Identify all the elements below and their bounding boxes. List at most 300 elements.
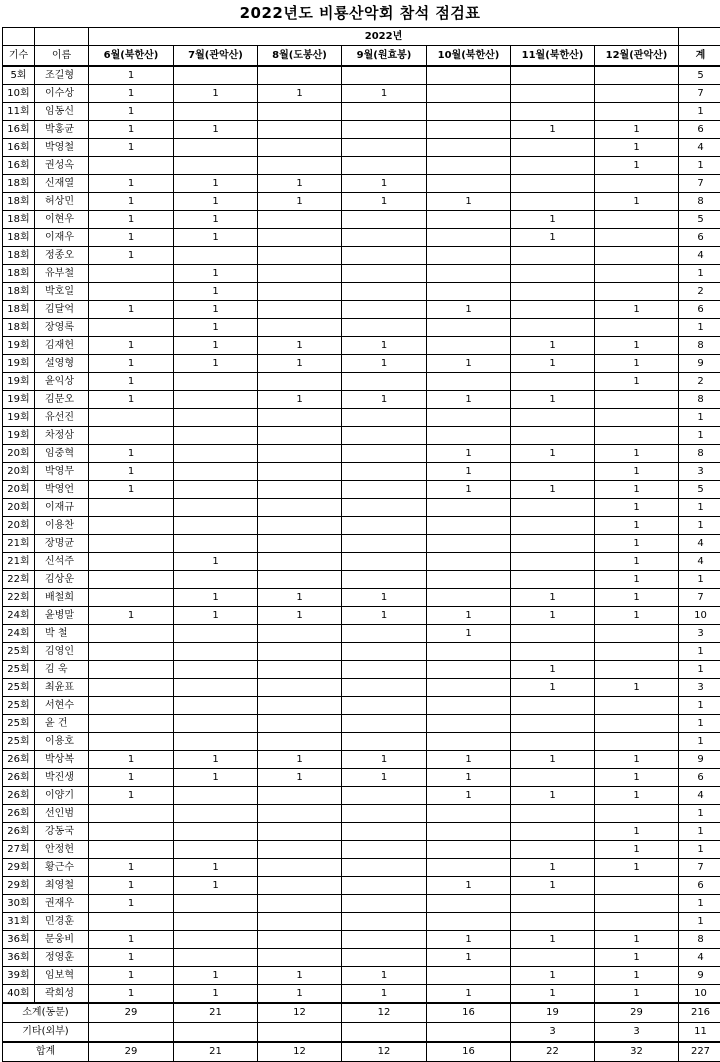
name-cell: 김 욱	[35, 661, 89, 679]
attendance-cell	[427, 337, 511, 355]
row-total-cell: 7	[679, 85, 720, 103]
attendance-cell: 1	[511, 967, 595, 985]
attendance-cell	[427, 859, 511, 877]
row-total-cell: 1	[679, 643, 720, 661]
attendance-cell	[342, 157, 427, 175]
name-cell: 허상민	[35, 193, 89, 211]
gisu-cell: 19회	[3, 373, 35, 391]
gisu-cell: 20회	[3, 481, 35, 499]
gisu-cell: 30회	[3, 895, 35, 913]
attendance-cell: 1	[595, 967, 679, 985]
row-total-cell: 5	[679, 211, 720, 229]
attendance-cell	[258, 157, 342, 175]
attendance-cell	[174, 679, 258, 697]
gisu-cell: 20회	[3, 517, 35, 535]
attendance-cell	[427, 535, 511, 553]
name-cell: 문웅비	[35, 931, 89, 949]
attendance-cell	[258, 247, 342, 265]
attendance-cell	[174, 445, 258, 463]
attendance-cell	[342, 121, 427, 139]
gisu-cell: 18회	[3, 319, 35, 337]
attendance-cell	[511, 319, 595, 337]
gisu-cell: 18회	[3, 193, 35, 211]
attendance-cell: 1	[258, 751, 342, 769]
table-row	[3, 337, 720, 355]
attendance-cell	[595, 715, 679, 733]
row-total-cell: 8	[679, 931, 720, 949]
row-total-cell: 1	[679, 157, 720, 175]
attendance-cell: 1	[595, 463, 679, 481]
attendance-cell	[595, 229, 679, 247]
subtotal-cell: 16	[427, 1003, 511, 1023]
attendance-cell	[174, 517, 258, 535]
attendance-cell	[427, 715, 511, 733]
attendance-cell	[342, 445, 427, 463]
name-cell: 김문오	[35, 391, 89, 409]
attendance-cell	[595, 265, 679, 283]
gisu-cell: 24회	[3, 607, 35, 625]
table-row	[3, 913, 720, 931]
attendance-cell	[595, 805, 679, 823]
attendance-cell: 1	[595, 157, 679, 175]
attendance-cell	[511, 823, 595, 841]
other-cell: 3	[595, 1023, 679, 1043]
attendance-cell	[427, 427, 511, 445]
subtotal-cell: 12	[342, 1003, 427, 1023]
gisu-cell: 39회	[3, 967, 35, 985]
month-header: 12월(관악산)	[595, 46, 679, 67]
attendance-cell: 1	[89, 373, 174, 391]
attendance-cell	[342, 283, 427, 301]
attendance-cell	[511, 373, 595, 391]
table-row	[3, 355, 720, 373]
attendance-cell: 1	[174, 301, 258, 319]
attendance-cell	[427, 247, 511, 265]
attendance-cell: 1	[595, 841, 679, 859]
table-row	[3, 877, 720, 895]
attendance-cell: 1	[427, 931, 511, 949]
attendance-cell: 1	[595, 607, 679, 625]
name-cell: 박영무	[35, 463, 89, 481]
attendance-cell	[342, 265, 427, 283]
row-total-cell: 9	[679, 751, 720, 769]
name-cell: 권성옥	[35, 157, 89, 175]
attendance-cell	[342, 787, 427, 805]
attendance-cell	[342, 103, 427, 121]
attendance-cell: 1	[174, 193, 258, 211]
attendance-cell	[342, 373, 427, 391]
attendance-cell: 1	[427, 301, 511, 319]
gisu-cell: 18회	[3, 247, 35, 265]
attendance-cell	[89, 265, 174, 283]
name-cell: 신석주	[35, 553, 89, 571]
attendance-cell	[511, 625, 595, 643]
attendance-cell	[511, 517, 595, 535]
gisu-cell: 16회	[3, 139, 35, 157]
attendance-cell	[89, 535, 174, 553]
attendance-cell: 1	[595, 139, 679, 157]
row-total-cell: 1	[679, 409, 720, 427]
name-cell: 배철희	[35, 589, 89, 607]
attendance-cell: 1	[595, 355, 679, 373]
table-row	[3, 445, 720, 463]
attendance-cell	[511, 175, 595, 193]
attendance-cell	[595, 66, 679, 85]
table-row	[3, 139, 720, 157]
row-total-cell: 3	[679, 463, 720, 481]
attendance-cell	[342, 625, 427, 643]
attendance-cell: 1	[427, 751, 511, 769]
attendance-cell	[511, 409, 595, 427]
row-total-cell: 6	[679, 877, 720, 895]
name-cell: 장명균	[35, 535, 89, 553]
attendance-cell: 1	[511, 391, 595, 409]
attendance-cell: 1	[89, 337, 174, 355]
table-row	[3, 589, 720, 607]
month-header: 8월(도봉산)	[258, 46, 342, 67]
attendance-cell: 1	[427, 949, 511, 967]
row-total-cell: 4	[679, 787, 720, 805]
gisu-cell: 18회	[3, 283, 35, 301]
table-row	[3, 697, 720, 715]
attendance-cell: 1	[511, 481, 595, 499]
attendance-cell	[89, 571, 174, 589]
name-cell: 임중혁	[35, 445, 89, 463]
row-total-cell: 8	[679, 445, 720, 463]
attendance-cell	[89, 733, 174, 751]
row-total-cell: 1	[679, 517, 720, 535]
attendance-cell: 1	[174, 85, 258, 103]
table-row	[3, 805, 720, 823]
row-total-cell: 7	[679, 175, 720, 193]
attendance-cell: 1	[258, 985, 342, 1004]
row-total-cell: 1	[679, 841, 720, 859]
attendance-cell: 1	[174, 211, 258, 229]
attendance-cell: 1	[595, 859, 679, 877]
attendance-table	[2, 27, 720, 1062]
attendance-cell: 1	[342, 751, 427, 769]
name-cell: 최영철	[35, 877, 89, 895]
attendance-cell	[342, 805, 427, 823]
attendance-cell	[427, 571, 511, 589]
attendance-cell	[258, 643, 342, 661]
attendance-cell	[174, 715, 258, 733]
gisu-cell: 18회	[3, 265, 35, 283]
gisu-cell: 26회	[3, 805, 35, 823]
gisu-cell: 19회	[3, 427, 35, 445]
attendance-cell	[258, 679, 342, 697]
attendance-cell	[89, 823, 174, 841]
gisu-cell: 26회	[3, 823, 35, 841]
name-cell: 박홍균	[35, 121, 89, 139]
name-cell: 윤 건	[35, 715, 89, 733]
attendance-cell	[89, 499, 174, 517]
attendance-cell	[427, 265, 511, 283]
attendance-cell: 1	[511, 445, 595, 463]
attendance-cell: 1	[89, 229, 174, 247]
attendance-cell	[595, 211, 679, 229]
attendance-cell	[511, 841, 595, 859]
attendance-cell	[427, 211, 511, 229]
attendance-cell	[258, 319, 342, 337]
name-cell: 이양기	[35, 787, 89, 805]
name-cell: 이수상	[35, 85, 89, 103]
attendance-cell: 1	[174, 283, 258, 301]
attendance-cell: 1	[342, 607, 427, 625]
gisu-cell: 36회	[3, 949, 35, 967]
table-row	[3, 517, 720, 535]
attendance-cell	[174, 823, 258, 841]
name-cell: 선인범	[35, 805, 89, 823]
attendance-cell	[511, 733, 595, 751]
gisu-cell: 18회	[3, 211, 35, 229]
attendance-cell	[595, 877, 679, 895]
table-row	[3, 625, 720, 643]
attendance-cell: 1	[89, 481, 174, 499]
attendance-cell	[511, 553, 595, 571]
attendance-cell: 1	[342, 769, 427, 787]
gisu-cell: 25회	[3, 643, 35, 661]
attendance-cell	[342, 535, 427, 553]
attendance-cell	[89, 283, 174, 301]
name-cell: 박상복	[35, 751, 89, 769]
attendance-cell: 1	[174, 229, 258, 247]
month-header: 10월(북한산)	[427, 46, 511, 67]
attendance-cell	[427, 319, 511, 337]
attendance-cell: 1	[89, 211, 174, 229]
row-total-cell: 3	[679, 679, 720, 697]
name-cell: 박호일	[35, 283, 89, 301]
attendance-cell	[89, 805, 174, 823]
table-row	[3, 553, 720, 571]
row-total-cell: 8	[679, 391, 720, 409]
row-total-cell: 1	[679, 427, 720, 445]
attendance-cell	[258, 211, 342, 229]
attendance-cell: 1	[174, 769, 258, 787]
attendance-cell	[595, 319, 679, 337]
attendance-cell: 1	[427, 625, 511, 643]
row-total-cell: 1	[679, 895, 720, 913]
attendance-cell	[258, 445, 342, 463]
gisu-cell: 40회	[3, 985, 35, 1004]
attendance-cell	[174, 643, 258, 661]
grand-total-cell: 21	[174, 1042, 258, 1062]
attendance-cell	[258, 625, 342, 643]
attendance-cell	[511, 247, 595, 265]
gisu-cell: 18회	[3, 175, 35, 193]
table-row	[3, 823, 720, 841]
attendance-cell: 1	[511, 931, 595, 949]
attendance-cell: 1	[258, 337, 342, 355]
attendance-cell: 1	[595, 787, 679, 805]
attendance-cell	[511, 66, 595, 85]
attendance-cell: 1	[595, 193, 679, 211]
attendance-cell	[342, 715, 427, 733]
grand-total-total: 227	[679, 1042, 720, 1062]
attendance-cell: 1	[89, 391, 174, 409]
row-total-cell: 1	[679, 715, 720, 733]
attendance-cell	[595, 103, 679, 121]
attendance-cell	[427, 895, 511, 913]
attendance-cell	[342, 319, 427, 337]
attendance-cell	[342, 895, 427, 913]
gisu-cell: 29회	[3, 859, 35, 877]
row-total-cell: 6	[679, 121, 720, 139]
year-header: 2022년	[89, 28, 679, 46]
attendance-cell: 1	[89, 859, 174, 877]
attendance-cell: 1	[595, 571, 679, 589]
table-row	[3, 679, 720, 697]
attendance-cell	[342, 553, 427, 571]
gisu-cell: 29회	[3, 877, 35, 895]
name-cell: 이용찬	[35, 517, 89, 535]
name-cell: 윤병말	[35, 607, 89, 625]
gisu-cell: 19회	[3, 391, 35, 409]
attendance-cell: 1	[174, 985, 258, 1004]
attendance-cell: 1	[595, 985, 679, 1004]
attendance-cell	[342, 661, 427, 679]
attendance-cell: 1	[427, 769, 511, 787]
attendance-cell: 1	[342, 175, 427, 193]
header-blank	[35, 28, 89, 46]
attendance-cell	[511, 463, 595, 481]
name-cell: 장영록	[35, 319, 89, 337]
attendance-cell: 1	[595, 553, 679, 571]
header-blank	[3, 28, 35, 46]
attendance-cell	[427, 913, 511, 931]
attendance-cell: 1	[595, 499, 679, 517]
attendance-cell: 1	[89, 607, 174, 625]
gisu-cell: 5회	[3, 66, 35, 85]
attendance-cell	[342, 913, 427, 931]
table-row	[3, 103, 720, 121]
attendance-cell	[174, 139, 258, 157]
row-total-cell: 10	[679, 985, 720, 1004]
gisu-cell: 19회	[3, 409, 35, 427]
month-header: 11월(북한산)	[511, 46, 595, 67]
attendance-cell	[174, 931, 258, 949]
row-total-cell: 4	[679, 553, 720, 571]
row-total-cell: 4	[679, 535, 720, 553]
row-total-cell: 8	[679, 337, 720, 355]
row-total-cell: 7	[679, 589, 720, 607]
table-row	[3, 157, 720, 175]
attendance-cell	[89, 625, 174, 643]
attendance-cell	[595, 733, 679, 751]
subtotal-cell: 29	[595, 1003, 679, 1023]
attendance-cell: 1	[595, 823, 679, 841]
attendance-cell: 1	[174, 877, 258, 895]
row-total-cell: 1	[679, 571, 720, 589]
attendance-cell	[427, 589, 511, 607]
attendance-cell: 1	[511, 985, 595, 1004]
gisu-cell: 24회	[3, 625, 35, 643]
row-total-cell: 7	[679, 859, 720, 877]
attendance-cell: 1	[595, 481, 679, 499]
gisu-cell: 22회	[3, 571, 35, 589]
attendance-cell: 1	[342, 967, 427, 985]
attendance-cell	[595, 427, 679, 445]
other-cell	[258, 1023, 342, 1043]
attendance-cell	[89, 157, 174, 175]
subtotal-cell: 21	[174, 1003, 258, 1023]
name-cell: 김영인	[35, 643, 89, 661]
name-cell: 신재열	[35, 175, 89, 193]
attendance-cell	[174, 157, 258, 175]
attendance-cell	[595, 247, 679, 265]
attendance-cell: 1	[511, 355, 595, 373]
row-total-cell: 10	[679, 607, 720, 625]
attendance-cell: 1	[595, 679, 679, 697]
attendance-cell: 1	[342, 85, 427, 103]
row-total-cell: 4	[679, 949, 720, 967]
header-blank	[679, 28, 720, 46]
attendance-cell	[174, 571, 258, 589]
attendance-cell	[342, 229, 427, 247]
name-cell: 최윤표	[35, 679, 89, 697]
attendance-cell	[258, 121, 342, 139]
attendance-cell: 1	[595, 535, 679, 553]
table-row	[3, 769, 720, 787]
table-row	[3, 967, 720, 985]
other-label: 기타(외부)	[3, 1023, 89, 1043]
attendance-cell: 1	[89, 985, 174, 1004]
attendance-cell: 1	[595, 931, 679, 949]
attendance-cell	[427, 499, 511, 517]
attendance-cell	[595, 391, 679, 409]
row-total-cell: 4	[679, 139, 720, 157]
name-cell: 유선진	[35, 409, 89, 427]
row-total-cell: 1	[679, 319, 720, 337]
attendance-cell	[342, 463, 427, 481]
attendance-cell: 1	[511, 877, 595, 895]
attendance-cell	[174, 409, 258, 427]
attendance-cell: 1	[89, 949, 174, 967]
attendance-cell: 1	[89, 175, 174, 193]
name-cell: 김달억	[35, 301, 89, 319]
attendance-cell	[342, 697, 427, 715]
attendance-cell	[258, 517, 342, 535]
attendance-cell: 1	[89, 751, 174, 769]
gisu-cell: 26회	[3, 751, 35, 769]
row-total-cell: 5	[679, 66, 720, 85]
gisu-cell: 26회	[3, 769, 35, 787]
attendance-cell	[89, 589, 174, 607]
attendance-cell	[174, 66, 258, 85]
grand-total-cell: 16	[427, 1042, 511, 1062]
name-cell: 황근수	[35, 859, 89, 877]
name-cell: 이재규	[35, 499, 89, 517]
row-total-cell: 1	[679, 499, 720, 517]
attendance-cell	[258, 661, 342, 679]
row-total-cell: 6	[679, 769, 720, 787]
name-cell: 이재우	[35, 229, 89, 247]
attendance-cell: 1	[89, 247, 174, 265]
other-cell	[89, 1023, 174, 1043]
attendance-cell: 1	[174, 337, 258, 355]
row-total-cell: 1	[679, 733, 720, 751]
grand-total-cell: 22	[511, 1042, 595, 1062]
name-cell: 정영훈	[35, 949, 89, 967]
attendance-cell	[427, 553, 511, 571]
attendance-cell	[258, 66, 342, 85]
attendance-cell	[258, 859, 342, 877]
attendance-cell	[427, 643, 511, 661]
gisu-cell: 25회	[3, 697, 35, 715]
gisu-cell: 21회	[3, 553, 35, 571]
attendance-cell	[174, 913, 258, 931]
name-cell: 박영언	[35, 481, 89, 499]
